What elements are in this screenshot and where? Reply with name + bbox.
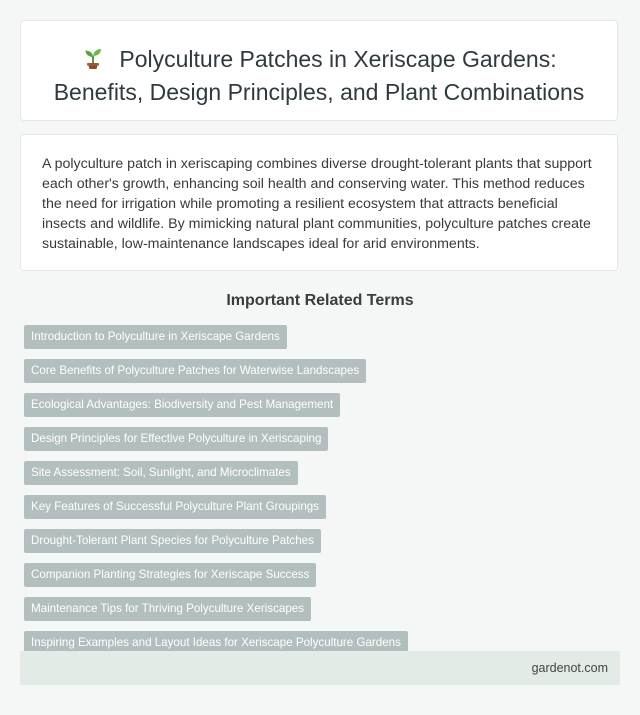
related-term-tag[interactable]: Core Benefits of Polyculture Patches for Waterwise Landscapes: [24, 359, 366, 383]
related-terms-list: [24, 325, 624, 665]
footer: [20, 651, 620, 685]
related-term-tag[interactable]: Companion Planting Strategies for Xeriscape Success: [24, 563, 316, 587]
related-terms-heading: Important Related Terms: [226, 292, 414, 309]
description-card: [20, 134, 618, 271]
related-term-tag[interactable]: Site Assessment: Soil, Sunlight, and Microclimates: [24, 461, 298, 485]
related-term-tag[interactable]: Drought-Tolerant Plant Species for Polyculture Patches: [24, 529, 321, 553]
description-text: A polyculture patch in xeriscaping combines diverse drought-tolerant plants that support each other's growth, enhancing soil health and conserving water. This method reduces the need for irrigation while promoting a resilient ecosystem that attracts beneficial insects and wildlife. By mimicking natural plant communities, polyculture patches create sustainable, low-maintenance landscapes ideal for arid environments.: [42, 156, 592, 252]
related-term-tag[interactable]: Introduction to Polyculture in Xeriscape Gardens: [24, 325, 287, 349]
title-card: [20, 20, 618, 121]
seedling-icon: [81, 46, 105, 70]
related-term-tag[interactable]: Design Principles for Effective Polyculture in Xeriscaping: [24, 427, 328, 451]
related-term-tag[interactable]: Inspiring Examples and Layout Ideas for Xeriscape Polyculture Gardens: [24, 631, 408, 655]
page-title: [21, 21, 617, 109]
page-title-text: Polyculture Patches in Xeriscape Gardens: Benefits, Design Principles, and Plant Combinations: [53, 46, 585, 105]
related-term-tag[interactable]: Ecological Advantages: Biodiversity and Pest Management: [24, 393, 340, 417]
related-term-tag[interactable]: Key Features of Successful Polyculture Plant Groupings: [24, 495, 326, 519]
related-term-tag[interactable]: Maintenance Tips for Thriving Polyculture Xeriscapes: [24, 597, 311, 621]
footer-site-link[interactable]: gardenot.com: [531, 661, 608, 675]
